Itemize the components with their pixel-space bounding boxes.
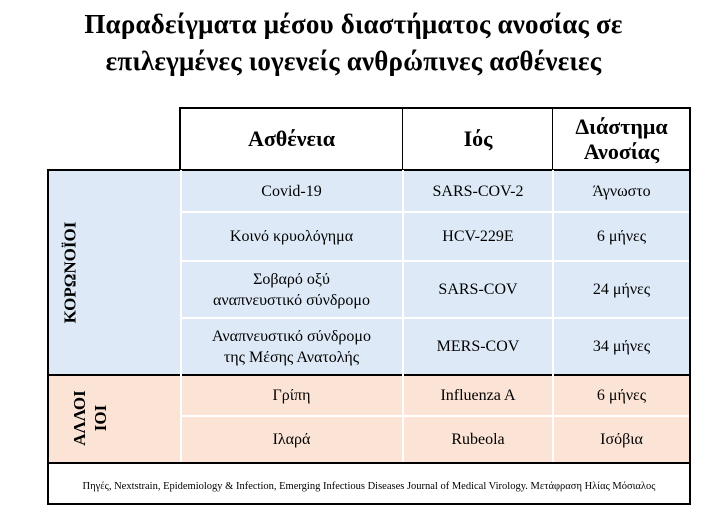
row-6-disease: Ιλαρά: [272, 430, 311, 448]
grid-line-inner: [180, 317, 689, 319]
header-immunity: [553, 107, 690, 170]
group-label-other-line-2: ΙΟΙ: [91, 404, 110, 432]
row-5-virus: Influenza A: [440, 387, 516, 404]
row-2-virus: HCV-229E: [442, 228, 514, 245]
group-label-other-line-1: ΑΛΛΟΙ: [70, 390, 89, 446]
grid-line: [402, 107, 403, 170]
grid-line-inner: [180, 170, 182, 462]
row-1-immunity: Άγνωστο: [592, 182, 651, 200]
grid-line: [47, 374, 691, 376]
grid-line: [552, 107, 553, 170]
grid-line-inner: [180, 260, 689, 262]
title-line-1: Παραδείγματα μέσου διαστήματος ανοσίας σε: [84, 9, 623, 39]
row-6-virus: Rubeola: [451, 430, 505, 448]
grid-line: [47, 169, 49, 505]
row-3-immunity: 24 μήνες: [592, 281, 651, 298]
header-immunity-line-2: Ανοσίας: [583, 138, 660, 164]
row-3-disease-line-2: αναπνευστικό σύνδρομο: [213, 291, 370, 309]
row-4-disease-line-2: της Μέσης Ανατολής: [223, 348, 360, 366]
title-line-2: επιλεγμένες ιογενείς ανθρώπινες ασθένειες: [105, 46, 602, 76]
grid-line: [179, 107, 181, 171]
row-3-disease-line-1: Σοβαρό οξύ: [253, 270, 330, 288]
row-4-virus: MERS-COV: [436, 338, 520, 355]
row-2-immunity: 6 μήνες: [596, 228, 647, 245]
group-label-coronaviruses: ΚΟΡΩΝΟΪΟΙ: [60, 221, 80, 324]
row-1-disease: Covid-19: [261, 182, 322, 200]
row-6-immunity: Ισόβια: [600, 430, 643, 448]
header-immunity-line-1: Διάστημα: [575, 113, 668, 139]
row-4-disease-line-1: Αναπνευστικό σύνδρομο: [212, 327, 371, 345]
header-disease: Ασθένεια: [247, 126, 336, 151]
row-5-immunity: 6 μήνες: [596, 387, 647, 404]
group-label-other: [64, 392, 116, 444]
grid-line: [47, 169, 691, 171]
grid-line: [47, 503, 691, 505]
header-virus: Ιός: [463, 126, 493, 151]
grid-line-inner: [552, 170, 554, 462]
row-2-disease: Κοινό κρυολόγημα: [229, 228, 354, 245]
row-4-immunity: 34 μήνες: [592, 338, 651, 355]
grid-line: [689, 107, 691, 505]
row-3-disease: [180, 261, 403, 318]
row-5-disease: Γρίπη: [272, 387, 311, 404]
source-footnote: Πηγές, Nextstrain, Epidemiology & Infection, Emerging Infectious Diseases Journal of Medical Virology. Μετάφραση Ηλίας Μόσιαλος: [82, 480, 656, 492]
grid-line-inner: [180, 211, 689, 213]
row-4-disease: [180, 318, 403, 375]
grid-line-inner: [180, 415, 689, 417]
row-3-virus: SARS-COV: [438, 281, 518, 298]
grid-line: [179, 107, 691, 109]
row-1-virus: SARS-COV-2: [432, 182, 524, 200]
grid-line-inner: [402, 170, 404, 462]
grid-line: [47, 462, 691, 464]
